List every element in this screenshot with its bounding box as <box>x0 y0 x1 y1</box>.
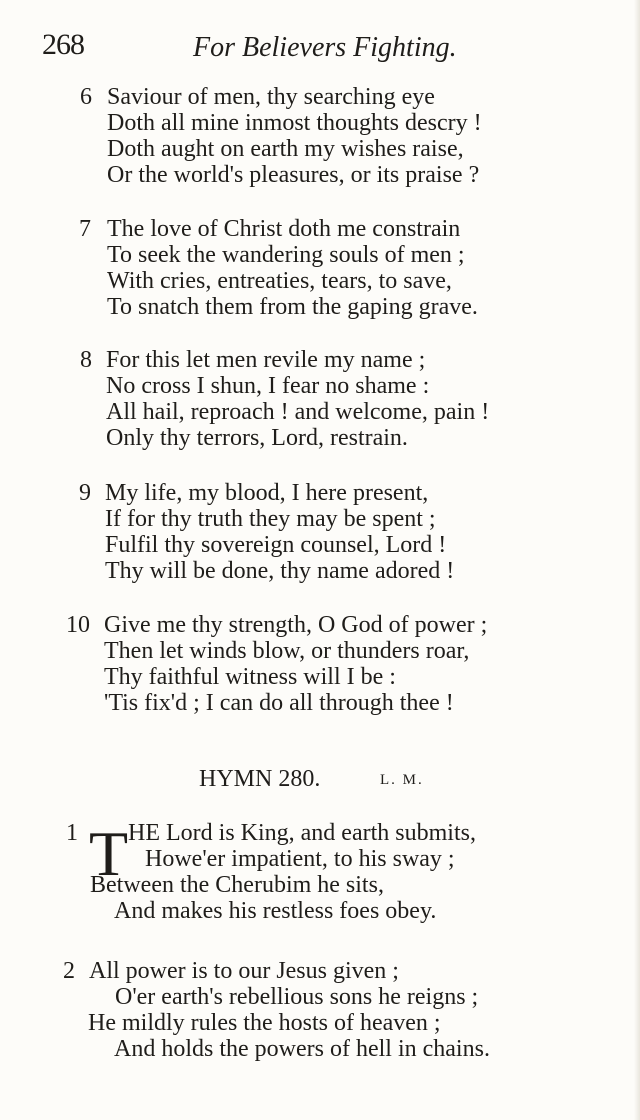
verse-line: Only thy terrors, Lord, restrain. <box>106 425 408 451</box>
verse-line: Or the world's pleasures, or its praise ? <box>107 162 480 188</box>
verse-line: And holds the powers of hell in chains. <box>114 1036 490 1062</box>
verse-line: No cross I shun, I fear no shame : <box>106 373 430 399</box>
verse-line: For this let men revile my name ; <box>106 347 426 373</box>
stanza-number: 8 <box>80 347 92 373</box>
page-gutter-shadow <box>634 0 640 1120</box>
stanza-number: 9 <box>79 480 91 506</box>
verse-line: My life, my blood, I here present, <box>105 480 429 506</box>
verse-line: If for thy truth they may be spent ; <box>105 506 436 532</box>
verse-line: O'er earth's rebellious sons he reigns ; <box>115 984 479 1010</box>
verse-line: To snatch them from the gaping grave. <box>107 294 478 320</box>
verse-line: Fulfil thy sovereign counsel, Lord ! <box>105 532 447 558</box>
verse-line: Thy faithful witness will I be : <box>104 664 396 690</box>
verse-line: Between the Cherubim he sits, <box>90 872 384 898</box>
verse-line: And makes his restless foes obey. <box>114 898 437 924</box>
stanza-number: 10 <box>66 612 90 638</box>
verse-line: HE Lord is King, and earth submits, <box>128 820 476 846</box>
verse-line: Doth aught on earth my wishes raise, <box>107 136 464 162</box>
verse-line: All hail, reproach ! and welcome, pain ! <box>106 399 490 425</box>
verse-line: The love of Christ doth me constrain <box>107 216 461 242</box>
verse-line: Give me thy strength, O God of power ; <box>104 612 488 638</box>
verse-line: Then let winds blow, or thunders roar, <box>104 638 470 664</box>
running-title: For Believers Fighting. <box>193 32 457 63</box>
verse-line: Howe'er impatient, to his sway ; <box>145 846 455 872</box>
verse-line: He mildly rules the hosts of heaven ; <box>88 1010 441 1036</box>
verse-line: Saviour of men, thy searching eye <box>107 84 435 110</box>
stanza-number: 6 <box>80 84 92 110</box>
verse-line: 'Tis fix'd ; I can do all through thee ! <box>104 690 454 716</box>
stanza-number: 2 <box>63 958 75 984</box>
stanza-number: 1 <box>66 820 78 846</box>
page-number: 268 <box>42 28 84 61</box>
hymn-heading: HYMN 280. <box>199 766 321 792</box>
stanza-number: 7 <box>79 216 91 242</box>
drop-cap: T <box>89 818 129 889</box>
verse-line: To seek the wandering souls of men ; <box>107 242 465 268</box>
verse-line: All power is to our Jesus given ; <box>89 958 399 984</box>
verse-line: With cries, entreaties, tears, to save, <box>107 268 452 294</box>
meter-label: L. M. <box>380 772 424 788</box>
verse-line: Thy will be done, thy name adored ! <box>105 558 455 584</box>
verse-line: Doth all mine inmost thoughts descry ! <box>107 110 482 136</box>
